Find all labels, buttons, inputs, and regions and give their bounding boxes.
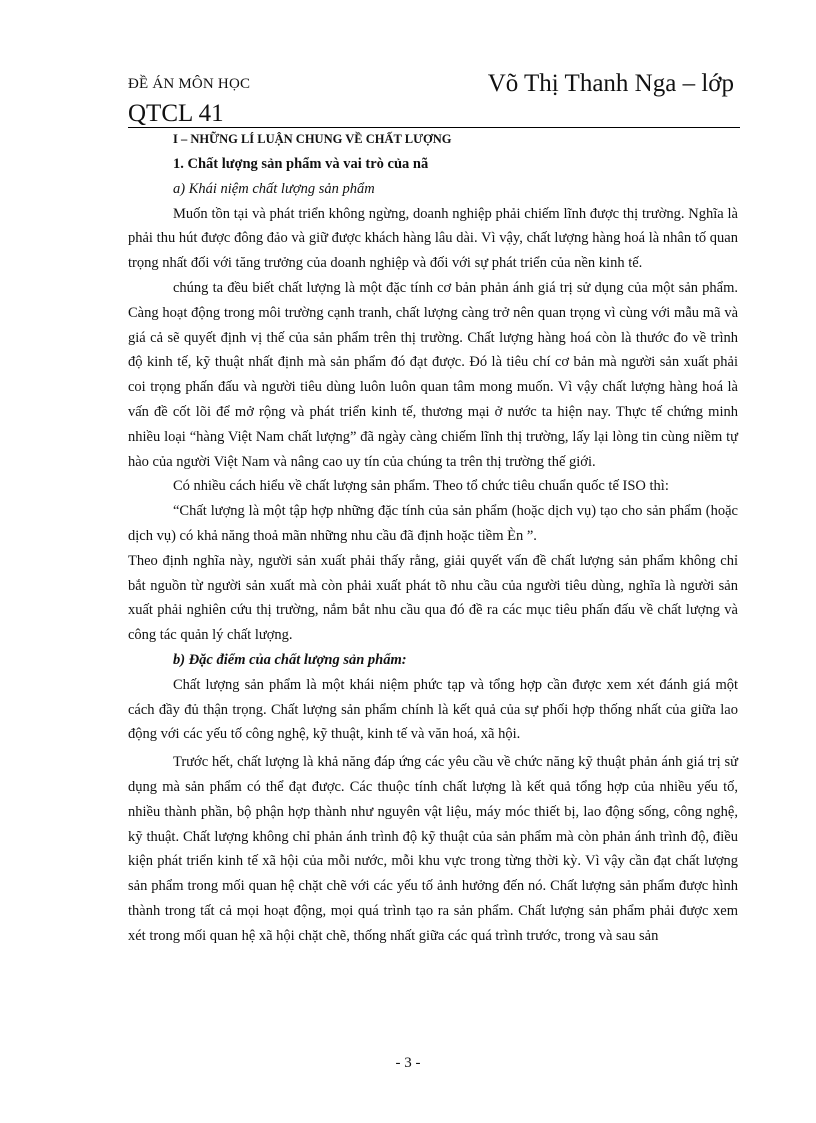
paragraph-6: Chất lượng sản phẩm là một khái niệm phức tạp và tổng hợp cần được xem xét đánh giá một cách đầy đủ thận trọng. Chất lượng sản phẩm chính là kết quả của sự phối hợp thống nhất của giữa lao động với các yếu tố công nghệ, kỹ thuật, kinh tế và văn hoá, xã hội.	[128, 676, 738, 743]
paragraph-5: Theo định nghĩa này, người sản xuất phải thấy rằng, giải quyết vấn đề chất lượng sản phẩm không chỉ bắt nguồn từ người sản xuất mà còn phải xuất phát tõ nhu cầu của người tiêu dùng, nghĩa là người sản xuất phải nghiên cứu thị trường, nắm bắt nhu cầu qua đó đề ra các mục tiêu phấn đấu về chất lượng và công tác quản lý chất lượng.	[128, 552, 738, 644]
page-header	[128, 70, 740, 130]
paragraph-2: chúng ta đều biết chất lượng là một đặc tính cơ bản phản ánh giá trị sử dụng của một sản phẩm. Càng hoạt động trong môi trường cạnh tranh, chất lượng càng trở nên quan trọng vì cùng với mẫu mã và giá cả sẽ quyết định vị thế của sản phẩm trên thị trường. Chất lượng hàng hoá còn là thước đo về trình độ kinh tế, kỹ thuật nhất định mà sản phẩm đó đạt được. Đó là tiêu chí cơ bản mà người sản xuất phải coi trọng phấn đấu và người tiêu dùng luôn luôn quan tâm mong muốn. Vì vậy chất lượng hàng hoá là vấn đề cốt lõi để mở rộng và phát triển kinh tế, thương mại ở nước ta hiện nay. Thực tế chứng minh nhiều loại “hàng Việt Nam chất lượng” đã ngày càng chiếm lĩnh thị trường, lấy lại lòng tin cùng niềm tự hào của người Việt Nam và nâng cao uy tín của chúng ta trên thị trường thế giới.	[128, 279, 738, 470]
document-body	[128, 126, 738, 949]
heading-1: 1. Chất lượng sản phẩm và vai trò của nã	[173, 156, 429, 172]
section-title: I – NHỮNG LÍ LUẬN CHUNG VỀ CHẤT LƯỢNG	[173, 132, 452, 146]
paragraph-4-quote: “Chất lượng là một tập hợp những đặc tính của sản phẩm (hoặc dịch vụ) tạo cho sản phẩm (hoặc dịch vụ) có khả năng thoả mãn những nhu cầu đã định hoặc tiềm Èn ”.	[128, 503, 738, 544]
paragraph-1: Muốn tồn tại và phát triển không ngừng, doanh nghiệp phải chiếm lĩnh được thị trường. Nghĩa là phải thu hút được đông đảo và giữ được khách hàng lâu dài. Vì vậy, chất lượng hàng hoá là nhân tố quan trọng nhất đối với tăng trưởng của doanh nghiệp và đối với sự phát triển của nền kinh tế.	[128, 205, 738, 272]
heading-1a: a) Khái niệm chất lượng sản phẩm	[173, 180, 375, 197]
header-class-code: QTCL 41	[128, 100, 224, 127]
header-course-label: ĐỀ ÁN MÔN HỌC	[128, 76, 251, 92]
paragraph-7: Trước hết, chất lượng là khả năng đáp ứng các yêu cầu về chức năng kỹ thuật phản ánh giá trị sử dụng mà sản phẩm có thể đạt được. Các thuộc tính chất lượng là kết quả tổng hợp của nhiều yếu tố, nhiều thành phần, bộ phận hợp thành như nguyên vật liệu, máy móc thiết bị, lao động sống, công nghệ, kỹ thuật. Chất lượng không chỉ phản ánh trình độ kỹ thuật của sản phẩm mà còn phản ánh trình độ, điều kiện phát triển kinh tế xã hội của mỗi nước, mỗi khu vực trong từng thời kỳ. Vì vậy cần đạt chất lượng sản phẩm trong mối quan hệ chặt chẽ với các yếu tố ảnh hưởng đến nó. Chất lượng sản phẩm được hình thành trong tất cả mọi hoạt động, mọi quá trình tạo ra sản phẩm. Chất lượng sản phẩm phải được xem xét trong mối quan hệ xã hội chặt chẽ, thống nhất giữa các quá trình trước, trong và sau sản	[128, 754, 738, 944]
page-number: - 3 -	[395, 1055, 421, 1071]
heading-1b: b) Đặc điểm của chất lượng sản phẩm:	[173, 651, 407, 668]
paragraph-3: Có nhiều cách hiểu về chất lượng sản phẩm. Theo tổ chức tiêu chuẩn quốc tế ISO thì:	[173, 478, 669, 495]
header-author: Võ Thị Thanh Nga – lớp	[487, 70, 734, 97]
